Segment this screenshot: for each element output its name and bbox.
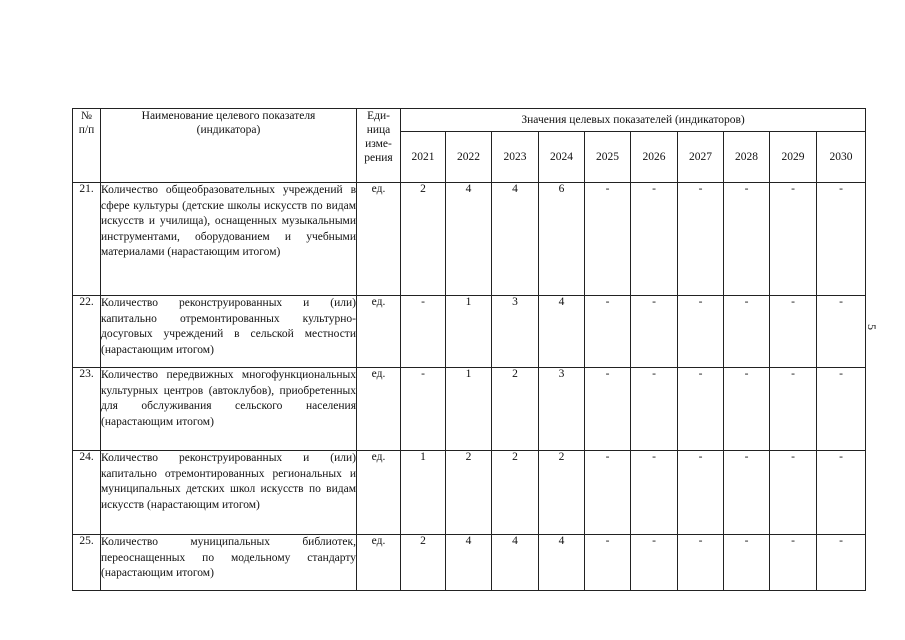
indicator-value: - bbox=[817, 535, 866, 591]
header-values-group-text: Значения целевых показателей (индикаторов) bbox=[521, 114, 745, 126]
indicator-value: - bbox=[401, 368, 446, 451]
header-year: 2028 bbox=[724, 132, 770, 183]
indicator-value: 3 bbox=[539, 368, 585, 451]
indicator-value: - bbox=[770, 368, 817, 451]
indicator-value: - bbox=[770, 535, 817, 591]
indicator-value: - bbox=[585, 296, 631, 368]
indicator-value: 1 bbox=[401, 451, 446, 535]
header-num bbox=[73, 109, 101, 183]
header-name-text: Наименование целевого показателя (индикатора) bbox=[141, 110, 316, 136]
row-number: 23. bbox=[73, 368, 101, 451]
indicator-value: 4 bbox=[446, 535, 492, 591]
indicator-name: Количество муниципальных библиотек, переоснащенных по модельному стандарту (нарастающим итогом) bbox=[101, 535, 357, 591]
indicator-value: - bbox=[724, 368, 770, 451]
indicator-value: 1 bbox=[446, 368, 492, 451]
table-header bbox=[73, 109, 866, 183]
indicator-unit: ед. bbox=[357, 183, 401, 296]
row-number: 21. bbox=[73, 183, 101, 296]
indicator-value: - bbox=[817, 451, 866, 535]
indicator-value: - bbox=[770, 296, 817, 368]
indicator-value: 2 bbox=[401, 535, 446, 591]
indicator-value: - bbox=[724, 183, 770, 296]
row-number: 25. bbox=[73, 535, 101, 591]
indicator-unit: ед. bbox=[357, 296, 401, 368]
indicator-value: - bbox=[770, 183, 817, 296]
indicator-value: 2 bbox=[401, 183, 446, 296]
table-row bbox=[73, 451, 866, 535]
header-year: 2022 bbox=[446, 132, 492, 183]
indicator-unit: ед. bbox=[357, 368, 401, 451]
indicator-name: Количество реконструированных и (или) капитально отремонтированных региональных и муниципальных детских школ искусств по видам искусств (нарастающим итогом) bbox=[101, 451, 357, 535]
indicator-value: 4 bbox=[492, 183, 539, 296]
indicator-value: - bbox=[724, 296, 770, 368]
indicator-value: - bbox=[631, 183, 678, 296]
table-row bbox=[73, 368, 866, 451]
indicator-value: 3 bbox=[492, 296, 539, 368]
indicator-value: - bbox=[585, 535, 631, 591]
indicator-value: 4 bbox=[539, 296, 585, 368]
indicator-name: Количество общеобразовательных учреждений в сфере культуры (детские школы искусств по видам искусств и училища), оснащенных музыкальными инструментами, оборудованием и учебными материалами (нарастающим итогом) bbox=[101, 183, 357, 296]
row-number: 24. bbox=[73, 451, 101, 535]
indicator-value: - bbox=[678, 296, 724, 368]
indicator-value: - bbox=[678, 535, 724, 591]
header-values-group bbox=[401, 109, 866, 132]
indicator-value: 4 bbox=[492, 535, 539, 591]
indicator-value: - bbox=[678, 368, 724, 451]
indicator-value: 4 bbox=[446, 183, 492, 296]
table-body bbox=[73, 183, 866, 591]
row-number: 22. bbox=[73, 296, 101, 368]
table-row bbox=[73, 183, 866, 296]
indicator-value: - bbox=[401, 296, 446, 368]
indicator-value: - bbox=[770, 451, 817, 535]
indicator-value: - bbox=[817, 296, 866, 368]
header-year: 2025 bbox=[585, 132, 631, 183]
table-row bbox=[73, 296, 866, 368]
indicators-table bbox=[72, 108, 866, 591]
indicator-value: 2 bbox=[539, 451, 585, 535]
indicator-value: - bbox=[678, 451, 724, 535]
indicator-value: - bbox=[631, 451, 678, 535]
header-year: 2030 bbox=[817, 132, 866, 183]
indicator-unit: ед. bbox=[357, 535, 401, 591]
indicator-value: - bbox=[817, 183, 866, 296]
header-year: 2027 bbox=[678, 132, 724, 183]
indicator-value: - bbox=[724, 535, 770, 591]
indicator-value: - bbox=[631, 535, 678, 591]
indicator-value: - bbox=[724, 451, 770, 535]
header-year: 2026 bbox=[631, 132, 678, 183]
header-year: 2021 bbox=[401, 132, 446, 183]
indicator-name: Количество реконструированных и (или) капитально отремонтированных культурно-досуговых учреждений в сельской местности (нарастающим итогом) bbox=[101, 296, 357, 368]
page-number: 5 bbox=[865, 324, 879, 330]
indicator-value: - bbox=[585, 368, 631, 451]
indicator-value: - bbox=[817, 368, 866, 451]
table-row bbox=[73, 535, 866, 591]
indicator-value: 2 bbox=[492, 368, 539, 451]
indicator-unit: ед. bbox=[357, 451, 401, 535]
header-year: 2023 bbox=[492, 132, 539, 183]
header-unit bbox=[357, 109, 401, 183]
indicator-value: 2 bbox=[492, 451, 539, 535]
header-year: 2024 bbox=[539, 132, 585, 183]
header-num-text: № п/п bbox=[78, 110, 95, 136]
indicator-value: - bbox=[585, 183, 631, 296]
indicator-value: 6 bbox=[539, 183, 585, 296]
indicator-value: 2 bbox=[446, 451, 492, 535]
indicator-name: Количество передвижных многофункциональных культурных центров (автоклубов), приобретенных для обслуживания сельского населения (нарастающим итогом) bbox=[101, 368, 357, 451]
header-unit-text: Еди- ница изме- рения bbox=[364, 110, 393, 164]
header-year: 2029 bbox=[770, 132, 817, 183]
indicator-value: 4 bbox=[539, 535, 585, 591]
indicator-value: - bbox=[631, 296, 678, 368]
indicator-value: - bbox=[678, 183, 724, 296]
header-name bbox=[101, 109, 357, 183]
indicator-value: - bbox=[631, 368, 678, 451]
indicator-value: - bbox=[585, 451, 631, 535]
indicator-value: 1 bbox=[446, 296, 492, 368]
